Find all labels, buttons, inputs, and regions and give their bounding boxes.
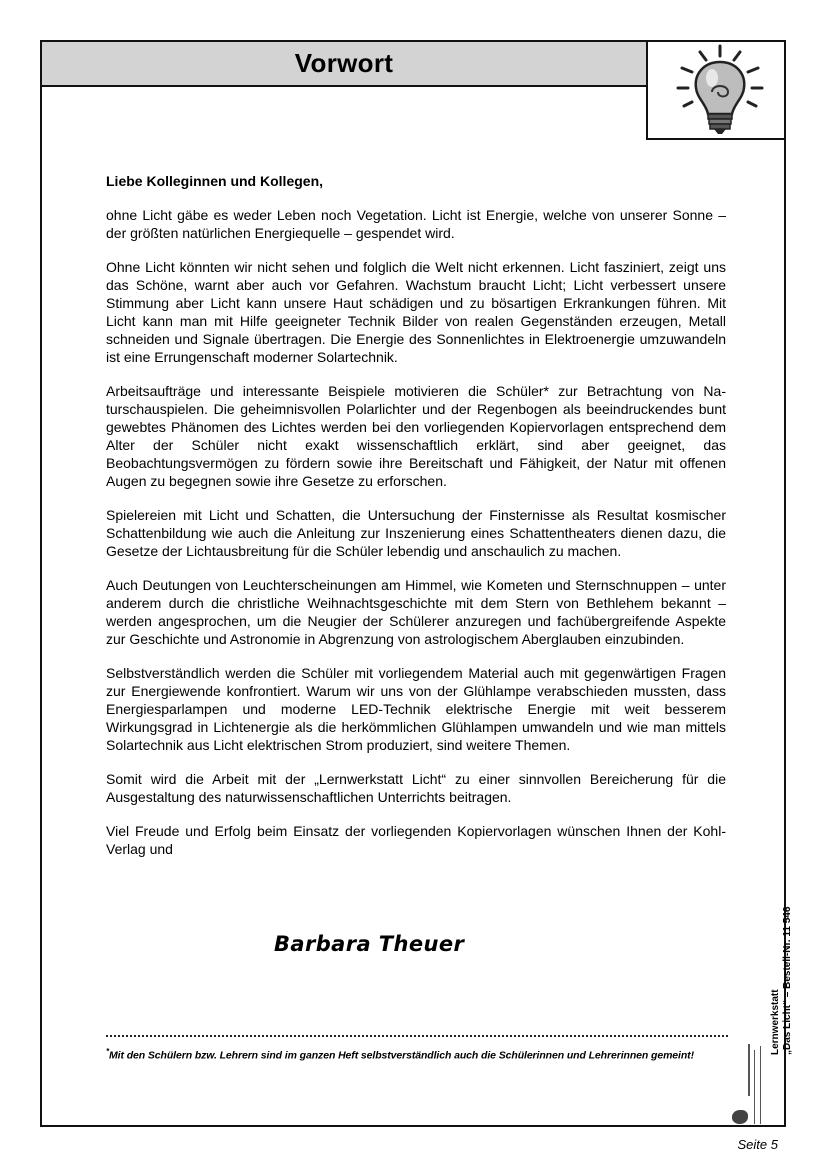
paragraph-4: Spielereien mit Licht und Schatten, die Untersuchung der Finsternisse als Resultat kosmischer Schattenbildung wie auch die Anleitung zur Inszenierung eines Schattentheaters dienen dazu, die Gesetze der Lichtausbreitung für die Schüler lebendig und anschaulich zu machen. [106, 507, 726, 559]
page-title: Vorwort [294, 48, 394, 78]
icon-box [646, 40, 786, 140]
footnote-divider [106, 1035, 728, 1037]
paragraph-6: Selbstverständlich werden die Schüler mit vorliegendem Material auch mit gegenwärtigen Fragen zur Energiewende konfrontiert. Warum wir uns von der Glühlampe verabschieden mussten, dass Energiesparlampen und moderne LED-Technik elektrische Energie mit weit besserem Wirkungsgrad in Lichtenergie als die herkömmlichen Glühlampen umwandeln und wie man mittels Solartechnik aus Licht elektrischen Strom produziert, sind weitere Themen. [106, 665, 726, 753]
paragraph-7: Somit wird die Arbeit mit der „Lernwerkstatt Licht“ zu einer sinnvollen Bereicherung für die Ausgestaltung des naturwissenschaftlichen Unterrichts beitragen. [106, 771, 726, 805]
sidebar-order-number: „Das Licht“ – Bestell-Nr. 11 546 [782, 906, 793, 1055]
footnote-marker: * [106, 1047, 110, 1056]
foreword-text [106, 172, 726, 874]
light-bulb-icon [648, 42, 784, 138]
title-bar [40, 40, 648, 87]
signature: Barbara Theuer [274, 932, 465, 956]
greeting: Liebe Kolleginnen und Kollegen, [106, 173, 324, 189]
paragraph-8: Viel Freude und Erfolg beim Einsatz der vorliegenden Kopiervorlagen wünschen Ihnen der Kohl-Verlag und [106, 823, 726, 857]
publisher-logo-strip [732, 1042, 768, 1124]
paragraph-2: Ohne Licht könnten wir nicht sehen und folglich die Welt nicht erkennen. Licht fasziniert, zeigt uns das Schöne, warnt aber auch vor Gefahren. Wachstum braucht Licht; Licht verbessert unsere Stimmung aber Licht kann unsere Haut schädigen und zu bösartigen Erkrankungen führen. Mit Licht kann man mit Hilfe geeigneter Technik Bilder von realen Gegenständen erzeugen, Metall schneiden und Signale übertragen. Die Energie des Sonnenlichtes in Elektroenergie umzuwandeln ist eine Errungenschaft moderner Solartechnik. [106, 259, 726, 365]
page-number: Seite 5 [737, 1137, 778, 1152]
paragraph-5: Auch Deutungen von Leuchterscheinungen am Himmel, wie Kometen und Sternschnuppen – unter anderem durch die christliche Weihnachtsgeschichte mit dem Stern von Bethlehem bekannt – werden angesprochen, um die Neugier der Schülerer anzuregen und fachübergreifende Aspekte zur Geschichte und Astronomie in Abgrenzung von astrologischem Aberglauben einzubinden. [106, 577, 726, 647]
paragraph-1: ohne Licht gäbe es weder Leben noch Vegetation. Licht ist Energie, welche von unserer Sonne – der größten natürlichen Energiequelle – gespendet wird. [106, 207, 726, 241]
publisher-sidebar [770, 865, 794, 1055]
footnote-text: Mit den Schülern bzw. Lehrern sind im ganzen Heft selbstverständlich auch die Schülerinnen und Lehrerinnen gemeint! [109, 1049, 694, 1062]
footnote [106, 1047, 728, 1062]
paragraph-3: Arbeitsaufträge und interessante Beispiele motivieren die Schüler* zur Betrachtung von Naturschauspielen. Die geheimnisvollen Polarlichter und der Regenbogen als beeindruckendes bunt gewebtes Phänomen des Lichtes werden bei den vorliegenden Kopiervorlagen entsprechend dem Alter der Schüler nicht exakt wissenschaftlich erklärt, sind aber geeignet, das Beobachtungsvermögen zu fördern sowie ihre Bereitschaft und Fähigkeit, der Natur mit offenen Augen zu begegnen sowie ihre Gesetze zu erforschen. [106, 383, 726, 489]
publisher-logo-text [746, 1042, 766, 1124]
publisher-logo-icon [732, 1110, 748, 1124]
sidebar-series-title: Lernwerkstatt [770, 989, 781, 1055]
